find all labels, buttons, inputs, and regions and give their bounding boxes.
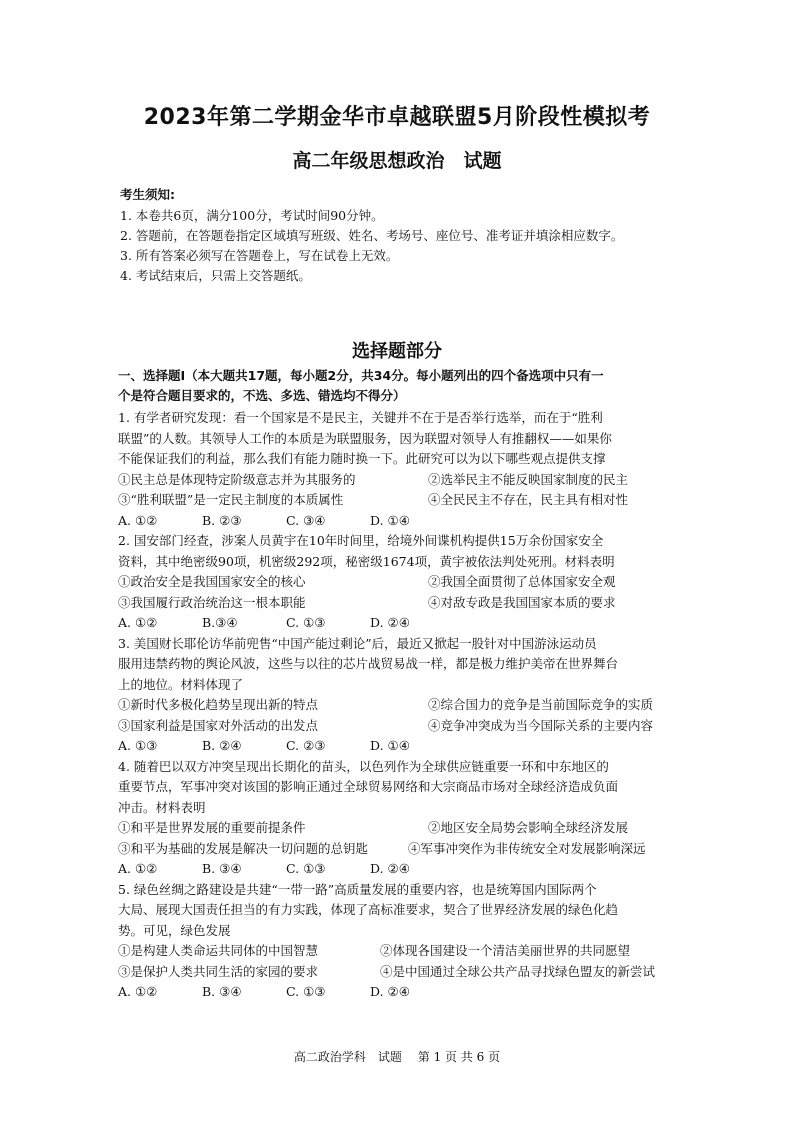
answer-choice: B.③④ [202,615,238,630]
answer-choice: D. ②④ [370,615,410,630]
answer-choice: A. ①② [118,861,158,876]
option-item: ④对敌专政是我国国家本质的要求 [428,594,616,610]
candidate-notice [120,185,680,286]
notice-item: 4. 考试结束后，只需上交答题纸。 [120,268,311,283]
answer-choice: A. ①② [118,984,158,999]
answer-choice: C. ②③ [286,738,326,753]
option-item: ③我国履行政治统治这一根本职能 [118,594,306,610]
section-title: 选择题部分 [352,341,442,362]
question-4 [118,757,678,880]
answer-choice: B. ②③ [202,512,242,528]
exam-title: 2023年第二学期金华市卓越联盟5月阶段性模拟考 [143,105,651,130]
notice-heading: 考生须知: [120,187,175,202]
option-item: ④军事冲突作为非传统安全对发展影响深远 [408,840,646,856]
question-stem-line: 不能保证我们的利益，那么我们有能力随时换一下。此研究可以为以下哪些观点提供支撑 [118,451,606,466]
option-item: ④竞争冲突成为当今国际关系的主要内容 [428,717,654,733]
question-stem-line: 大局、展现大国责任担当的有力实践，体现了高标准要求，契合了世界经济发展的绿色化趋 [118,902,619,917]
option-item: ④全民民主不存在，民主具有相对性 [428,492,629,507]
answer-choice: B. ②④ [202,738,242,753]
option-row [118,470,678,491]
question-stem-line: 联盟”的人数。其领导人工作的本质是为联盟服务，因为联盟对领导人有推翻权——如果你 [118,430,612,446]
answer-choices [118,511,678,532]
question-stem-line: 1. 有学者研究发现：看一个国家是不是民主，关键并不在于是否举行选举，而在于“胜利 [118,410,603,425]
option-row [118,572,678,593]
question-5 [118,880,678,1003]
question-stem-line: 2. 国安部门经查，涉案人员黄宇在10年时间里，给境外间谍机构提供15万余份国家安全 [118,533,604,548]
option-row [118,490,678,511]
question-stem-line: 4. 随着巴以双方冲突呈现出长期化的苗头，以色列作为全球供应链重要一环和中东地区的 [118,758,609,774]
notice-item: 3. 所有答案必须写在答题卷上，写在试卷上无效。 [120,248,399,263]
question-stem-line: 重要节点，军事冲突对该国的影响正通过全球贸易网络和大宗商品市场对全球经济造成负面 [118,779,619,794]
question-1 [118,408,678,531]
option-item: ②综合国力的竞争是当前国际竞争的实质 [428,697,654,712]
question-stem-line: 势。可见，绿色发展 [118,922,231,938]
question-stem-line: 3. 美国财长耶伦访华前兜售“中国产能过剩论”后，最近又掀起一股针对中国游泳运动员 [118,635,597,651]
option-item: ①政治安全是我国国家安全的核心 [118,574,306,589]
option-item: ②选举民主不能反映国家制度的民主 [428,471,629,487]
answer-choice: A. ①③ [118,738,158,753]
question-3 [118,634,678,757]
option-row [118,941,678,962]
question-stem-line: 冲击。材料表明 [118,799,206,815]
question-2 [118,531,678,634]
answer-choice: C. ③④ [286,512,326,528]
option-row [118,593,678,614]
answer-choice: A. ①② [118,615,158,630]
option-item: ②我国全面贯彻了总体国家安全观 [428,574,616,589]
answer-choice: D. ②④ [370,861,410,876]
answer-choices [118,859,678,880]
option-item: ②地区安全局势会影响全球经济发展 [428,820,629,835]
option-row [118,716,678,737]
option-item: ①和平是世界发展的重要前提条件 [118,820,306,835]
question-list [118,408,678,1003]
option-item: ①民主总是体现特定阶级意志并为其服务的 [118,471,356,487]
answer-choices [118,613,678,634]
option-item: ④是中国通过全球公共产品寻找绿色盟友的新尝试 [380,963,656,979]
footer-page-number: 第 1 页 共 6 页 [417,1050,501,1064]
option-row [118,695,678,716]
answer-choice: C. ①③ [286,861,326,876]
part-instructions-line: 个是符合题目要求的，不选、多选、错选均不得分） [118,388,406,403]
answer-choice: D. ②④ [370,984,410,999]
question-stem-line: 5. 绿色丝绸之路建设是共建“一带一路”高质量发展的重要内容，也是统筹国内国际两个 [118,881,597,897]
part-instructions-line: 一、选择题I（本大题共17题，每小题2分，共34分。每小题列出的四个备选项中只有一 [118,368,604,383]
answer-choice: D. ①④ [370,512,410,528]
option-item: ③是保护人类共同生活的家园的要求 [118,963,319,979]
answer-choice: C. ①③ [286,615,326,630]
option-row [118,962,678,983]
option-item: ③“胜利联盟”是一定民主制度的本质属性 [118,492,344,507]
answer-choice: D. ①④ [370,738,410,753]
question-stem-line: 服用违禁药物的舆论风波，这些与以往的芯片战贸易战一样，都是极力维护美帝在世界舞台 [118,656,619,671]
question-stem-line: 资料，其中绝密级90项，机密级292项，秘密级1674项，黄宇被依法判处死刑。材料表明 [118,553,615,569]
page-footer [0,1048,794,1065]
option-item: ③和平为基础的发展是解决一切问题的总钥匙 [118,840,369,856]
part-instructions [118,366,678,406]
answer-choice: A. ①② [118,512,158,528]
option-item: ①新时代多极化趋势呈现出新的特点 [118,697,319,712]
option-item: ①是构建人类命运共同体的中国智慧 [118,943,319,958]
footer-subject: 高二政治学科 试题 [293,1050,402,1064]
answer-choices [118,736,678,757]
notice-item: 2. 答题前，在答题卷指定区域填写班级、姓名、考场号、座位号、准考证并填涂相应数字。 [120,228,624,243]
question-stem-line: 上的地位。材料体现了 [118,676,244,692]
exam-subtitle: 高二年级思想政治 试题 [292,150,502,172]
option-item: ②体现各国建设一个清洁美丽世界的共同愿望 [380,943,631,958]
option-row [118,818,678,839]
answer-choice: B. ③④ [202,984,242,999]
answer-choices [118,982,678,1003]
answer-choice: C. ①③ [286,984,326,999]
answer-choice: B. ③④ [202,861,242,876]
notice-item: 1. 本卷共6页，满分100分，考试时间90分钟。 [120,208,384,223]
option-row [118,839,678,860]
option-item: ③国家利益是国家对外活动的出发点 [118,717,319,733]
